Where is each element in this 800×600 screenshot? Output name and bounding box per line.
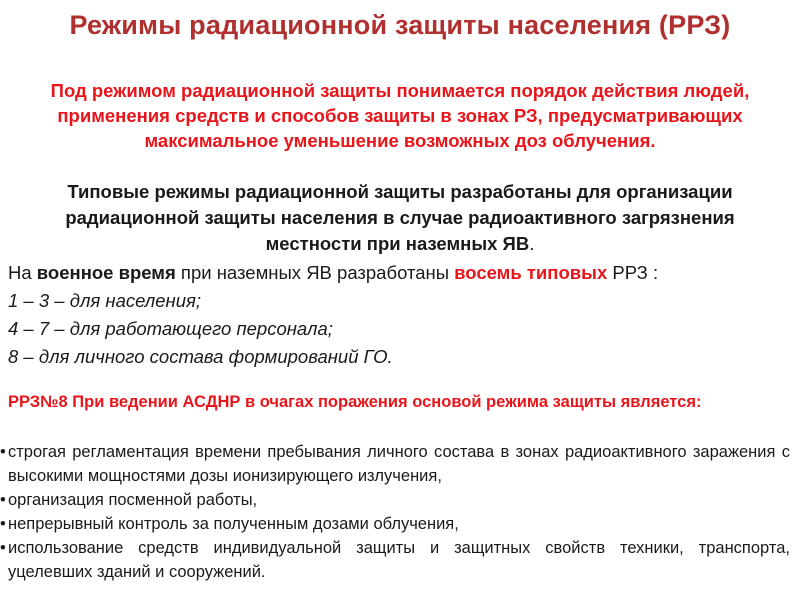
- typical-regimes-text: Типовые режимы радиационной защиты разработаны для организации радиационной защиты населения в случае радиоактивного загрязнения местности при наземных ЯВ: [65, 181, 735, 254]
- typical-regimes-period: .: [529, 233, 535, 254]
- list-item-text: организация посменной работы,: [8, 491, 258, 509]
- list-item: [0, 536, 790, 584]
- wartime-red: восемь типовых: [454, 262, 608, 283]
- regime-line-personnel: 4 – 7 – для работающего персонала;: [8, 318, 333, 339]
- rrz8-heading: РРЗ№8 При ведении АСДНР в очагах поражения основой режима защиты является:: [8, 393, 702, 411]
- typical-regimes-paragraph: [20, 179, 780, 257]
- rrz8-bullet-list: [0, 440, 790, 584]
- list-item: [0, 512, 790, 536]
- list-item-text: строгая регламентация времени пребывания личного состава в зонах радиоактивного заражения с высокими мощностями дозы ионизирующего излучения,: [8, 443, 790, 485]
- definition-paragraph: Под режимом радиационной защиты понимается порядок действия людей, применения средств и способов защиты в зонах РЗ, предусматривающих максимальное уменьшение возможных доз облучения.: [50, 80, 750, 151]
- wartime-prefix: На: [8, 262, 37, 283]
- bullet-icon: •: [0, 491, 6, 509]
- bullet-icon: •: [0, 443, 6, 461]
- list-item-text: использование средств индивидуальной защиты и защитных свойств техники, транспорта, уцелевших зданий и сооружений.: [8, 539, 790, 581]
- bullet-icon: •: [0, 539, 6, 557]
- wartime-middle: при наземных ЯВ разработаны: [175, 262, 455, 283]
- wartime-line: [8, 260, 798, 286]
- list-item: [0, 488, 790, 512]
- wartime-bold: военное время: [36, 262, 176, 283]
- list-item-text: непрерывный контроль за полученным дозами облучения,: [8, 515, 459, 533]
- page-title: Режимы радиационной защиты населения (РРЗ): [69, 10, 731, 40]
- regime-line-civil-defense: 8 – для личного состава формирований ГО.: [8, 346, 393, 367]
- wartime-suffix: РРЗ :: [607, 262, 659, 283]
- bullet-icon: •: [0, 515, 6, 533]
- list-item: [0, 440, 790, 488]
- regime-line-population: 1 – 3 – для населения;: [8, 290, 202, 311]
